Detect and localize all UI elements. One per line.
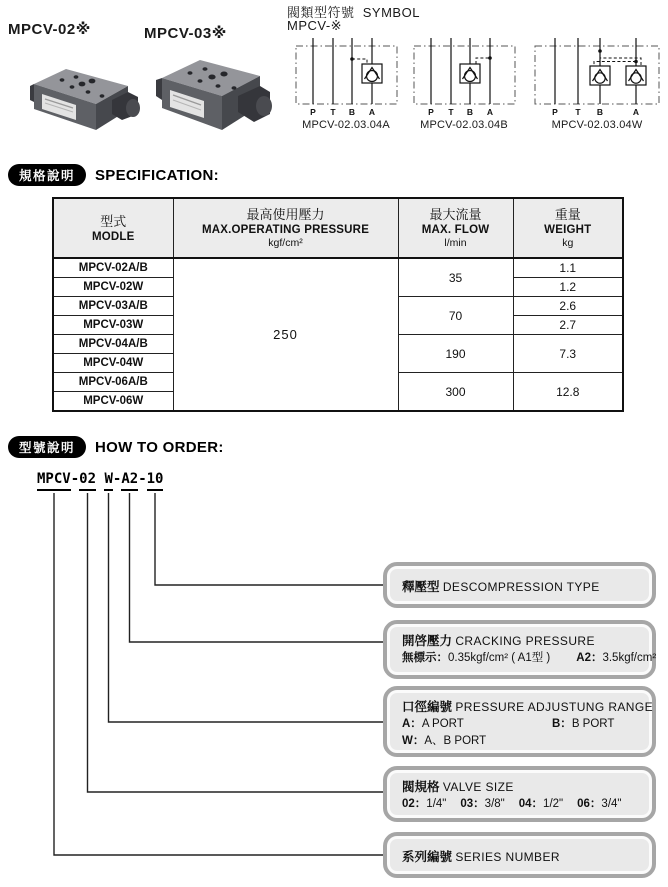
- pilot-dot: [488, 56, 492, 60]
- code-seg-size: 02: [79, 471, 96, 491]
- callout-series-number: 系列編號 SERIES NUMBER: [383, 832, 656, 878]
- col-header-weight: 重量 WEIGHT kg: [513, 198, 623, 258]
- check-valve-icon: [590, 66, 610, 85]
- model-cell: MPCV-06W: [53, 392, 173, 412]
- weight-cell: 2.6: [513, 297, 623, 316]
- pressure-cell: 250: [173, 258, 398, 411]
- spec-section-title: SPECIFICATION:: [95, 167, 219, 184]
- callout-cracking-pressure: 開啓壓力 CRACKING PRESSURE 無標示：0.35kgf/cm² ( A1型 ) A2：3.5kgf/cm²: [383, 620, 656, 679]
- product-label-mpcv02: MPCV-02※: [8, 21, 91, 38]
- product-photo-mpcv03: [150, 44, 272, 144]
- order-code: MPCV-02 W-A2-10: [37, 471, 163, 491]
- symbol-caption-a: MPCV-02.03.04A: [302, 119, 390, 131]
- flow-cell: 35: [398, 258, 513, 297]
- model-cell: MPCV-04A/B: [53, 335, 173, 354]
- port-label-a: A: [632, 107, 640, 117]
- model-cell: MPCV-04W: [53, 354, 173, 373]
- symbol-diagram-w: [533, 38, 661, 118]
- product-label-mpcv03: MPCV-03※: [144, 25, 227, 42]
- code-seg-design: 10: [147, 471, 164, 491]
- symbol-caption-b: MPCV-02.03.04B: [420, 119, 508, 131]
- flow-cell: 190: [398, 335, 513, 373]
- weight-cell: 2.7: [513, 316, 623, 335]
- code-seg-series: MPCV: [37, 471, 71, 491]
- spec-table: [52, 197, 624, 412]
- port-label-p: P: [552, 107, 558, 117]
- order-badge: 型號說明: [8, 436, 86, 458]
- weight-cell: 1.1: [513, 258, 623, 278]
- callout-port-code: 口徑編號 PRESSURE ADJUSTUNG RANGE A：A PORT B：B PORT W：A、B PORT: [383, 686, 656, 757]
- symbol-caption-w: MPCV-02.03.04W: [551, 119, 643, 131]
- check-valve-icon: [626, 66, 646, 85]
- col-header-flow: 最大流量 MAX. FLOW l/min: [398, 198, 513, 258]
- weight-cell: 1.2: [513, 278, 623, 297]
- port-label-a: A: [368, 107, 376, 117]
- model-cell: MPCV-02A/B: [53, 258, 173, 278]
- port-label-b: B: [596, 107, 604, 117]
- check-valve-icon: [460, 64, 480, 83]
- table-row: [53, 258, 623, 278]
- symbol-diagram-b: [412, 38, 516, 118]
- code-seg-cracking: A2: [121, 471, 138, 491]
- callout-valve-size: 閥規格 VALVE SIZE 02：1/4" 03：3/8" 04：1/2" 06：3/4": [383, 766, 656, 822]
- symbol-subtitle: MPCV-※: [287, 18, 343, 33]
- order-section-title: HOW TO ORDER:: [95, 439, 224, 456]
- flow-cell: 70: [398, 297, 513, 335]
- port-label-t: T: [575, 107, 581, 117]
- col-header-pressure: 最高使用壓力 MAX.OPERATING PRESSURE kgf/cm²: [173, 198, 398, 258]
- pilot-line: [476, 58, 490, 64]
- check-valve-icon: [362, 64, 382, 83]
- col-header-model: 型式 MODLE: [53, 198, 173, 258]
- port-label-b: B: [348, 107, 356, 117]
- model-cell: MPCV-03A/B: [53, 297, 173, 316]
- port-label-b: B: [466, 107, 474, 117]
- port-label-t: T: [330, 107, 336, 117]
- pilot-line: [352, 59, 367, 64]
- weight-cell: 7.3: [513, 335, 623, 373]
- weight-cell: 12.8: [513, 373, 623, 412]
- flow-cell: 300: [398, 373, 513, 412]
- symbol-title-en: SYMBOL: [362, 5, 420, 20]
- symbol-title-zh: 閥類型符號: [287, 5, 355, 20]
- model-cell: MPCV-02W: [53, 278, 173, 297]
- pilot-line: [600, 51, 641, 66]
- port-label-a: A: [486, 107, 494, 117]
- port-label-p: P: [428, 107, 434, 117]
- product-photo-mpcv02: [20, 52, 146, 142]
- port-label-p: P: [310, 107, 316, 117]
- spec-badge: 規格說明: [8, 164, 86, 186]
- callout-decompression-type: 釋壓型 DESCOMPRESSION TYPE: [383, 562, 656, 608]
- symbol-diagram-a: [294, 38, 398, 118]
- port-label-t: T: [448, 107, 454, 117]
- model-cell: MPCV-03W: [53, 316, 173, 335]
- code-seg-port: W: [104, 471, 112, 491]
- model-cell: MPCV-06A/B: [53, 373, 173, 392]
